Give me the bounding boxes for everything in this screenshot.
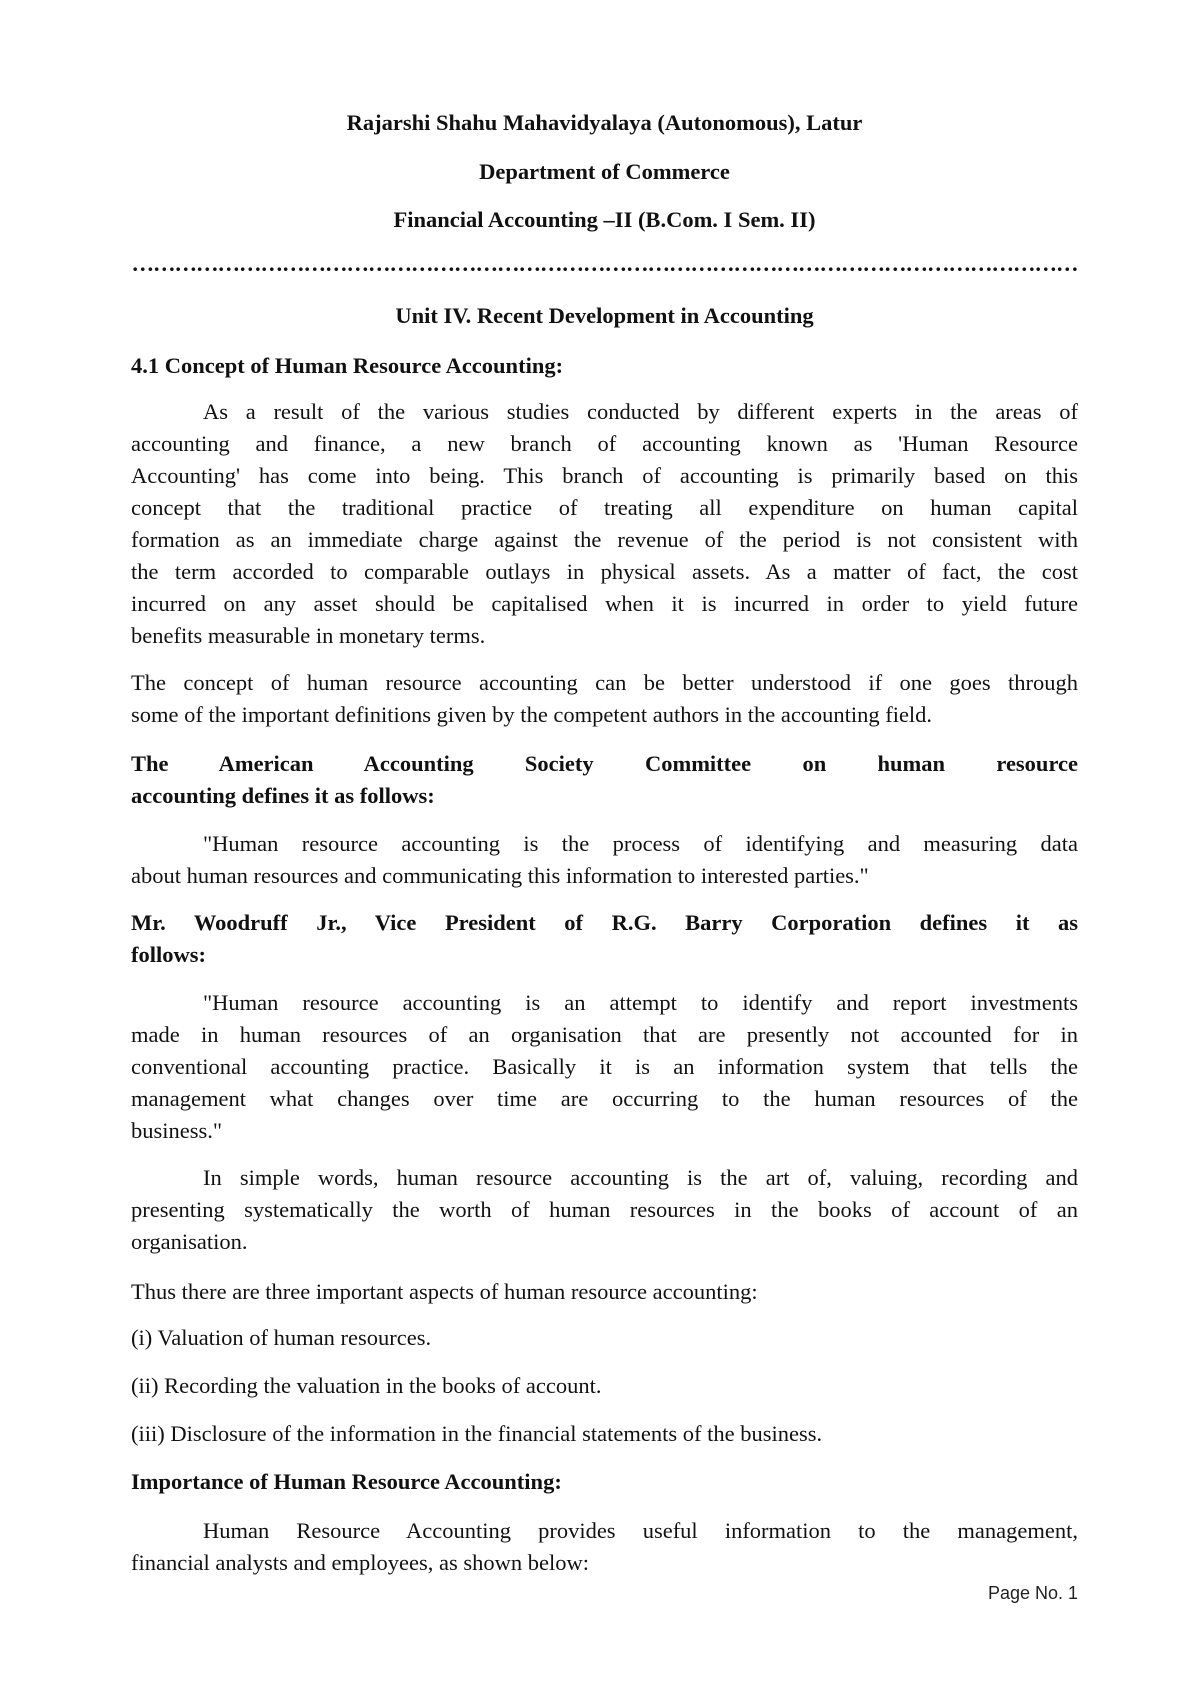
aas-quote [131,828,1078,892]
text-line: financial analysts and employees, as shown below: [131,1550,590,1575]
text-line: some of the important definitions given by the competent authors in the accounting field. [131,702,933,727]
text-line: presenting systematically the worth of human resources in the books of account of an [131,1197,1078,1222]
course-title: Financial Accounting –II (B.Com. I Sem. II) [393,207,816,232]
text-line: benefits measurable in monetary terms. [131,623,486,648]
text-line: accounting and finance, a new branch of accounting known as 'Human Resource [131,431,1078,456]
paragraph-definitions-intro [131,667,1078,731]
aspect-item-1: (i) Valuation of human resources. [131,1325,432,1350]
text-line: the term accorded to comparable outlays in physical assets. As a matter of fact, the cost [131,559,1078,584]
text-line: organisation. [131,1229,248,1254]
text-line: made in human resources of an organisation that are presently not accounted for in [131,1022,1078,1047]
text-line: management what changes over time are occurring to the human resources of the [131,1086,1078,1111]
unit-title: Unit IV. Recent Development in Accounting [395,303,814,328]
text-line: incurred on any asset should be capitalised when it is incurred in order to yield future [131,591,1078,616]
text-line: As a result of the various studies conducted by different experts in the areas of [203,399,1078,424]
paragraph-concept [131,396,1078,652]
aas-heading [131,748,1078,812]
text-line: The concept of human resource accounting can be better understood if one goes through [131,670,1078,695]
text-line: The American Accounting Society Committee on human resource [131,751,1078,776]
text-line: concept that the traditional practice of treating all expenditure on human capital [131,495,1078,520]
text-line: Mr. Woodruff Jr., Vice President of R.G. Barry Corporation defines it as [131,910,1078,935]
text-line: conventional accounting practice. Basically it is an information system that tells the [131,1054,1078,1079]
text-line: business." [131,1118,223,1143]
paragraph-importance [131,1515,1078,1579]
aspect-item-3: (iii) Disclosure of the information in the financial statements of the business. [131,1421,823,1446]
text-line: "Human resource accounting is an attempt to identify and report investments [203,990,1078,1015]
text-line: "Human resource accounting is the process of identifying and measuring data [203,831,1078,856]
aspect-item-2: (ii) Recording the valuation in the books of account. [131,1373,602,1398]
separator-dots: …………………………………………………………………………………………………………………… [131,251,1078,276]
text-line: about human resources and communicating this information to interested parties." [131,863,869,888]
text-line: In simple words, human resource accounting is the art of, valuing, recording and [203,1165,1078,1190]
importance-heading: Importance of Human Resource Accounting: [131,1469,562,1494]
text-line: Human Resource Accounting provides useful information to the management, [203,1518,1078,1543]
aspects-intro: Thus there are three important aspects of human resource accounting: [131,1279,758,1304]
text-line: Accounting' has come into being. This branch of accounting is primarily based on this [131,463,1078,488]
section-title: 4.1 Concept of Human Resource Accounting: [131,353,564,378]
text-line: follows: [131,942,206,967]
text-line: accounting defines it as follows: [131,783,435,808]
woodruff-quote [131,987,1078,1147]
woodruff-heading [131,907,1078,971]
paragraph-simple-words [131,1162,1078,1258]
institution-title: Rajarshi Shahu Mahavidyalaya (Autonomous), Latur [346,110,863,135]
page-number: Page No. 1 [987,1583,1078,1603]
text-line: formation as an immediate charge against the revenue of the period is not consistent with [131,527,1078,552]
department-title: Department of Commerce [479,159,730,184]
